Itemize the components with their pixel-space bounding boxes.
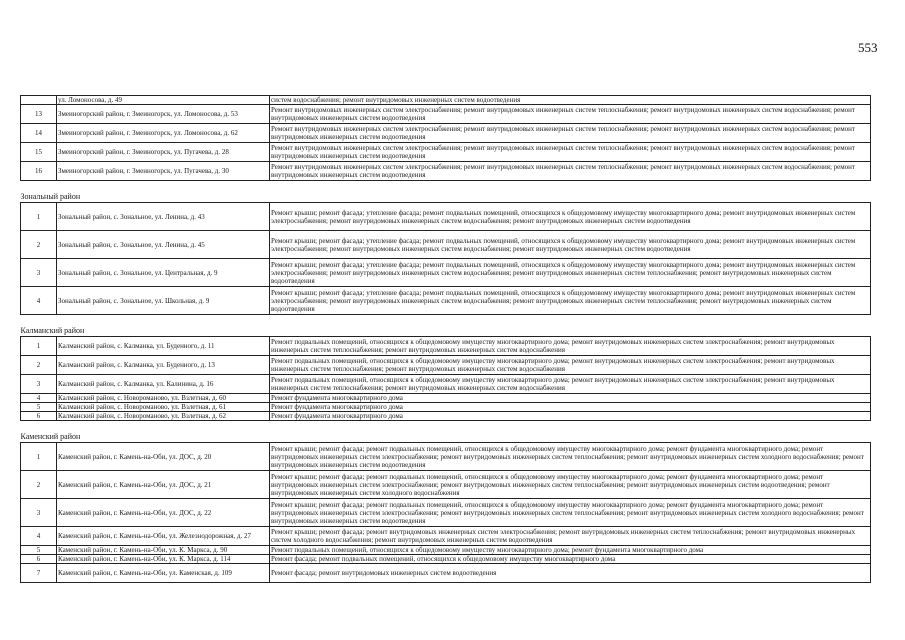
address-cell: Каменский район, г. Камень-на-Оби, ул. ДОС, д. 20 bbox=[57, 443, 270, 471]
table-row bbox=[21, 287, 871, 315]
district-heading: Каменский район bbox=[21, 432, 871, 443]
address-cell: Каменский район, г. Камень-на-Оби, ул. К. Маркса, д. 114 bbox=[57, 555, 270, 564]
row-number: 3 bbox=[21, 375, 57, 394]
address-cell: ул. Ломоносова, д. 49 bbox=[57, 96, 270, 105]
work-description-cell: систем водоснабжения; ремонт внутридомовых инженерных систем водоотведения bbox=[270, 96, 871, 105]
address-cell: Каменский район, г. Камень-на-Оби, ул. ДОС, д. 22 bbox=[57, 499, 270, 527]
spacer-row bbox=[21, 315, 871, 327]
district-heading-row bbox=[21, 192, 871, 203]
row-number: 6 bbox=[21, 555, 57, 564]
address-cell: Каменский район, г. Камень-на-Оби, ул. ДОС, д. 21 bbox=[57, 471, 270, 499]
row-number: 2 bbox=[21, 356, 57, 375]
row-number: 2 bbox=[21, 231, 57, 259]
district-heading-row bbox=[21, 432, 871, 443]
address-cell: Змеиногорский район, г. Змеиногорск, ул. Пугачева, д. 30 bbox=[57, 162, 270, 181]
table-row bbox=[21, 162, 871, 181]
table-row bbox=[21, 555, 871, 564]
table-row bbox=[21, 96, 871, 105]
row-number: 4 bbox=[21, 527, 57, 546]
work-description-cell: Ремонт внутридомовых инженерных систем электроснабжения; ремонт внутридомовых инженерных систем теплоснабжения; ремонт внутридомовых инженерных систем водоснабжения; ремонт внутридомовых инженерных систем водоотведения bbox=[270, 162, 871, 181]
table-row bbox=[21, 403, 871, 412]
address-cell: Зональный район, с. Зональное, ул. Ленина, д. 43 bbox=[57, 203, 270, 231]
address-cell: Калманский район, с. Новороманово, ул. Взлетная, д. 60 bbox=[57, 394, 270, 403]
row-number: 1 bbox=[21, 337, 57, 356]
table-row bbox=[21, 337, 871, 356]
work-description-cell: Ремонт крыши; ремонт фасада; ремонт подвальных помещений, относящихся к общедомовому имуществу многоквартирного дома; ремонт фундамента многоквартирного дома; ремонт внутридомовых инженерных систем электроснабжения; ремонт внутридомовых инженерных систем теплоснабжения; ремонт внутридомовых инженерных систем холодного водоснабжения; ремонт внутридомовых инженерных систем водоотведения bbox=[270, 443, 871, 471]
spacer-row bbox=[21, 421, 871, 433]
row-number: 1 bbox=[21, 443, 57, 471]
work-description-cell: Ремонт фундамента многоквартирного дома bbox=[270, 403, 871, 412]
address-cell: Зональный район, с. Зональное, ул. Ленина, д. 45 bbox=[57, 231, 270, 259]
row-number: 13 bbox=[21, 105, 57, 124]
address-cell: Калманский район, с. Калманка, ул. Буденного, д. 11 bbox=[57, 337, 270, 356]
page-number: 553 bbox=[858, 40, 878, 55]
row-number: 5 bbox=[21, 546, 57, 555]
work-description-cell: Ремонт фасада; ремонт внутридомовых инженерных систем водоотведения bbox=[270, 564, 871, 583]
row-number: 15 bbox=[21, 143, 57, 162]
row-number: 3 bbox=[21, 499, 57, 527]
address-cell: Калманский район, с. Новороманово, ул. Взлетная, д. 61 bbox=[57, 403, 270, 412]
spacer-cell bbox=[21, 421, 871, 433]
address-cell: Змеиногорский район, г. Змеиногорск, ул. Ломоносова, д. 62 bbox=[57, 124, 270, 143]
spacer-cell bbox=[21, 315, 871, 327]
address-cell: Змеиногорский район, г. Змеиногорск, ул. Пугачева, д. 28 bbox=[57, 143, 270, 162]
row-number: 6 bbox=[21, 412, 57, 421]
row-number: 16 bbox=[21, 162, 57, 181]
row-number bbox=[21, 96, 57, 105]
row-number: 2 bbox=[21, 471, 57, 499]
work-description-cell: Ремонт подвальных помещений, относящихся к общедомовому имуществу многоквартирного дома; ремонт фундамента многоквартирного дома bbox=[270, 546, 871, 555]
table-row bbox=[21, 375, 871, 394]
work-description-cell: Ремонт внутридомовых инженерных систем электроснабжения; ремонт внутридомовых инженерных систем теплоснабжения; ремонт внутридомовых инженерных систем водоснабжения; ремонт внутридомовых инженерных систем водоотведения bbox=[270, 143, 871, 162]
district-heading-row bbox=[21, 326, 871, 337]
table-row bbox=[21, 546, 871, 555]
table-row bbox=[21, 143, 871, 162]
spacer-row bbox=[21, 181, 871, 193]
work-description-cell: Ремонт внутридомовых инженерных систем электроснабжения; ремонт внутридомовых инженерных систем теплоснабжения; ремонт внутридомовых инженерных систем водоснабжения; ремонт внутридомовых инженерных систем водоотведения bbox=[270, 105, 871, 124]
table-row bbox=[21, 231, 871, 259]
table-row bbox=[21, 564, 871, 583]
district-heading: Зональный район bbox=[21, 192, 871, 203]
district-heading: Калманский район bbox=[21, 326, 871, 337]
row-number: 4 bbox=[21, 287, 57, 315]
table-row bbox=[21, 356, 871, 375]
address-cell: Зональный район, с. Зональное, ул. Школьная, д. 9 bbox=[57, 287, 270, 315]
row-number: 1 bbox=[21, 203, 57, 231]
address-cell: Каменский район, г. Камень-на-Оби, ул. Каменская, д. 109 bbox=[57, 564, 270, 583]
work-description-cell: Ремонт крыши; ремонт фасада; ремонт подвальных помещений, относящихся к общедомовому имуществу многоквартирного дома; ремонт фундамента многоквартирного дома; ремонт внутридомовых инженерных систем электроснабжения; ремонт внутридомовых инженерных систем теплоснабжения; ремонт внутридомовых инженерных систем водоотведения; ремонт внутридомовых инженерных систем холодного водоснабжения bbox=[270, 471, 871, 499]
work-description-cell: Ремонт крыши; ремонт фасада; утепление фасада; ремонт подвальных помещений, относящихся к общедомовому имуществу многоквартирного дома; ремонт внутридомовых инженерных систем электроснабжения; ремонт внутридомовых инженерных систем водоснабжения; ремонт внутридомовых инженерных систем теплоснабжения; ремонт внутридомовых инженерных систем водоотведения bbox=[270, 259, 871, 287]
address-cell: Калманский район, с. Калманка, ул. Калинина, д. 16 bbox=[57, 375, 270, 394]
work-description-cell: Ремонт крыши; ремонт фасада; утепление фасада; ремонт подвальных помещений, относящихся к общедомовому имуществу многоквартирного дома; ремонт внутридомовых инженерных систем электроснабжения; ремонт внутридомовых инженерных систем водоснабжения; ремонт внутридомовых инженерных систем водоотведения bbox=[270, 203, 871, 231]
table-row bbox=[21, 203, 871, 231]
work-description-cell: Ремонт крыши; ремонт фасада; ремонт подвальных помещений, относящихся к общедомовому имуществу многоквартирного дома; ремонт фундамента многоквартирного дома; ремонт внутридомовых инженерных систем электроснабжения; ремонт внутридомовых инженерных систем теплоснабжения; ремонт внутридомовых инженерных систем холодного водоснабжения; ремонт внутридомовых инженерных систем водоотведения bbox=[270, 499, 871, 527]
work-description-cell: Ремонт фасада; ремонт подвальных помещений, относящихся к общедомовому имуществу многоквартирного дома bbox=[270, 555, 871, 564]
work-description-cell: Ремонт внутридомовых инженерных систем электроснабжения; ремонт внутридомовых инженерных систем теплоснабжения; ремонт внутридомовых инженерных систем водоснабжения; ремонт внутридомовых инженерных систем водоотведения bbox=[270, 124, 871, 143]
row-number: 7 bbox=[21, 564, 57, 583]
address-cell: Калманский район, с. Новороманово, ул. Взлетная, д. 62 bbox=[57, 412, 270, 421]
work-description-cell: Ремонт крыши; ремонт фасада; утепление фасада; ремонт подвальных помещений, относящихся к общедомовому имуществу многоквартирного дома; ремонт внутридомовых инженерных систем электроснабжения; ремонт внутридомовых инженерных систем водоснабжения; ремонт внутридомовых инженерных систем водоотведения bbox=[270, 231, 871, 259]
row-number: 4 bbox=[21, 394, 57, 403]
row-number: 14 bbox=[21, 124, 57, 143]
work-description-cell: Ремонт крыши; ремонт фасада; ремонт внутридомовых инженерных систем электроснабжения; ремонт внутридомовых инженерных систем теплоснабжения; ремонт внутридомовых инженерных систем холодного водоснабжения; ремонт внутридомовых инженерных систем водоотведения bbox=[270, 527, 871, 546]
work-description-cell: Ремонт фундамента многоквартирного дома bbox=[270, 394, 871, 403]
row-number: 5 bbox=[21, 403, 57, 412]
work-description-cell: Ремонт фундамента многоквартирного дома bbox=[270, 412, 871, 421]
table-row bbox=[21, 124, 871, 143]
table-row bbox=[21, 412, 871, 421]
work-description-cell: Ремонт подвальных помещений, относящихся к общедомовому имуществу многоквартирного дома; ремонт внутридомовых инженерных систем электроснабжения; ремонт внутридомовых инженерных систем теплоснабжения; ремонт внутридомовых инженерных систем водоснабжения bbox=[270, 356, 871, 375]
table-row bbox=[21, 259, 871, 287]
address-cell: Зональный район, с. Зональное, ул. Центральная, д. 9 bbox=[57, 259, 270, 287]
table-row bbox=[21, 394, 871, 403]
table-row bbox=[21, 471, 871, 499]
table-row bbox=[21, 443, 871, 471]
work-description-cell: Ремонт подвальных помещений, относящихся к общедомовому имуществу многоквартирного дома; ремонт внутридомовых инженерных систем электроснабжения; ремонт внутридомовых инженерных систем теплоснабжения; ремонт внутридомовых инженерных систем водоснабжения bbox=[270, 337, 871, 356]
table-row bbox=[21, 527, 871, 546]
table-row bbox=[21, 499, 871, 527]
spacer-cell bbox=[21, 181, 871, 193]
address-cell: Каменский район, г. Камень-на-Оби, ул. Железнодорожная, д. 27 bbox=[57, 527, 270, 546]
row-number: 3 bbox=[21, 259, 57, 287]
work-description-cell: Ремонт крыши; ремонт фасада; утепление фасада; ремонт подвальных помещений, относящихся к общедомовому имуществу многоквартирного дома; ремонт внутридомовых инженерных систем электроснабжения; ремонт внутридомовых инженерных систем водоснабжения; ремонт внутридомовых инженерных систем теплоснабжения; ремонт внутридомовых инженерных систем водоотведения bbox=[270, 287, 871, 315]
address-cell: Калманский район, с. Калманка, ул. Буденного, д. 13 bbox=[57, 356, 270, 375]
address-cell: Змеиногорский район, г. Змеиногорск, ул. Ломоносова, д. 53 bbox=[57, 105, 270, 124]
address-cell: Каменский район, г. Камень-на-Оби, ул. К. Маркса, д. 90 bbox=[57, 546, 270, 555]
table-body bbox=[21, 96, 871, 583]
table-row bbox=[21, 105, 871, 124]
repair-schedule-table bbox=[20, 95, 871, 583]
work-description-cell: Ремонт подвальных помещений, относящихся к общедомовому имуществу многоквартирного дома; ремонт внутридомовых инженерных систем электроснабжения; ремонт внутридомовых инженерных систем теплоснабжения; ремонт внутридомовых инженерных систем водоснабжения bbox=[270, 375, 871, 394]
